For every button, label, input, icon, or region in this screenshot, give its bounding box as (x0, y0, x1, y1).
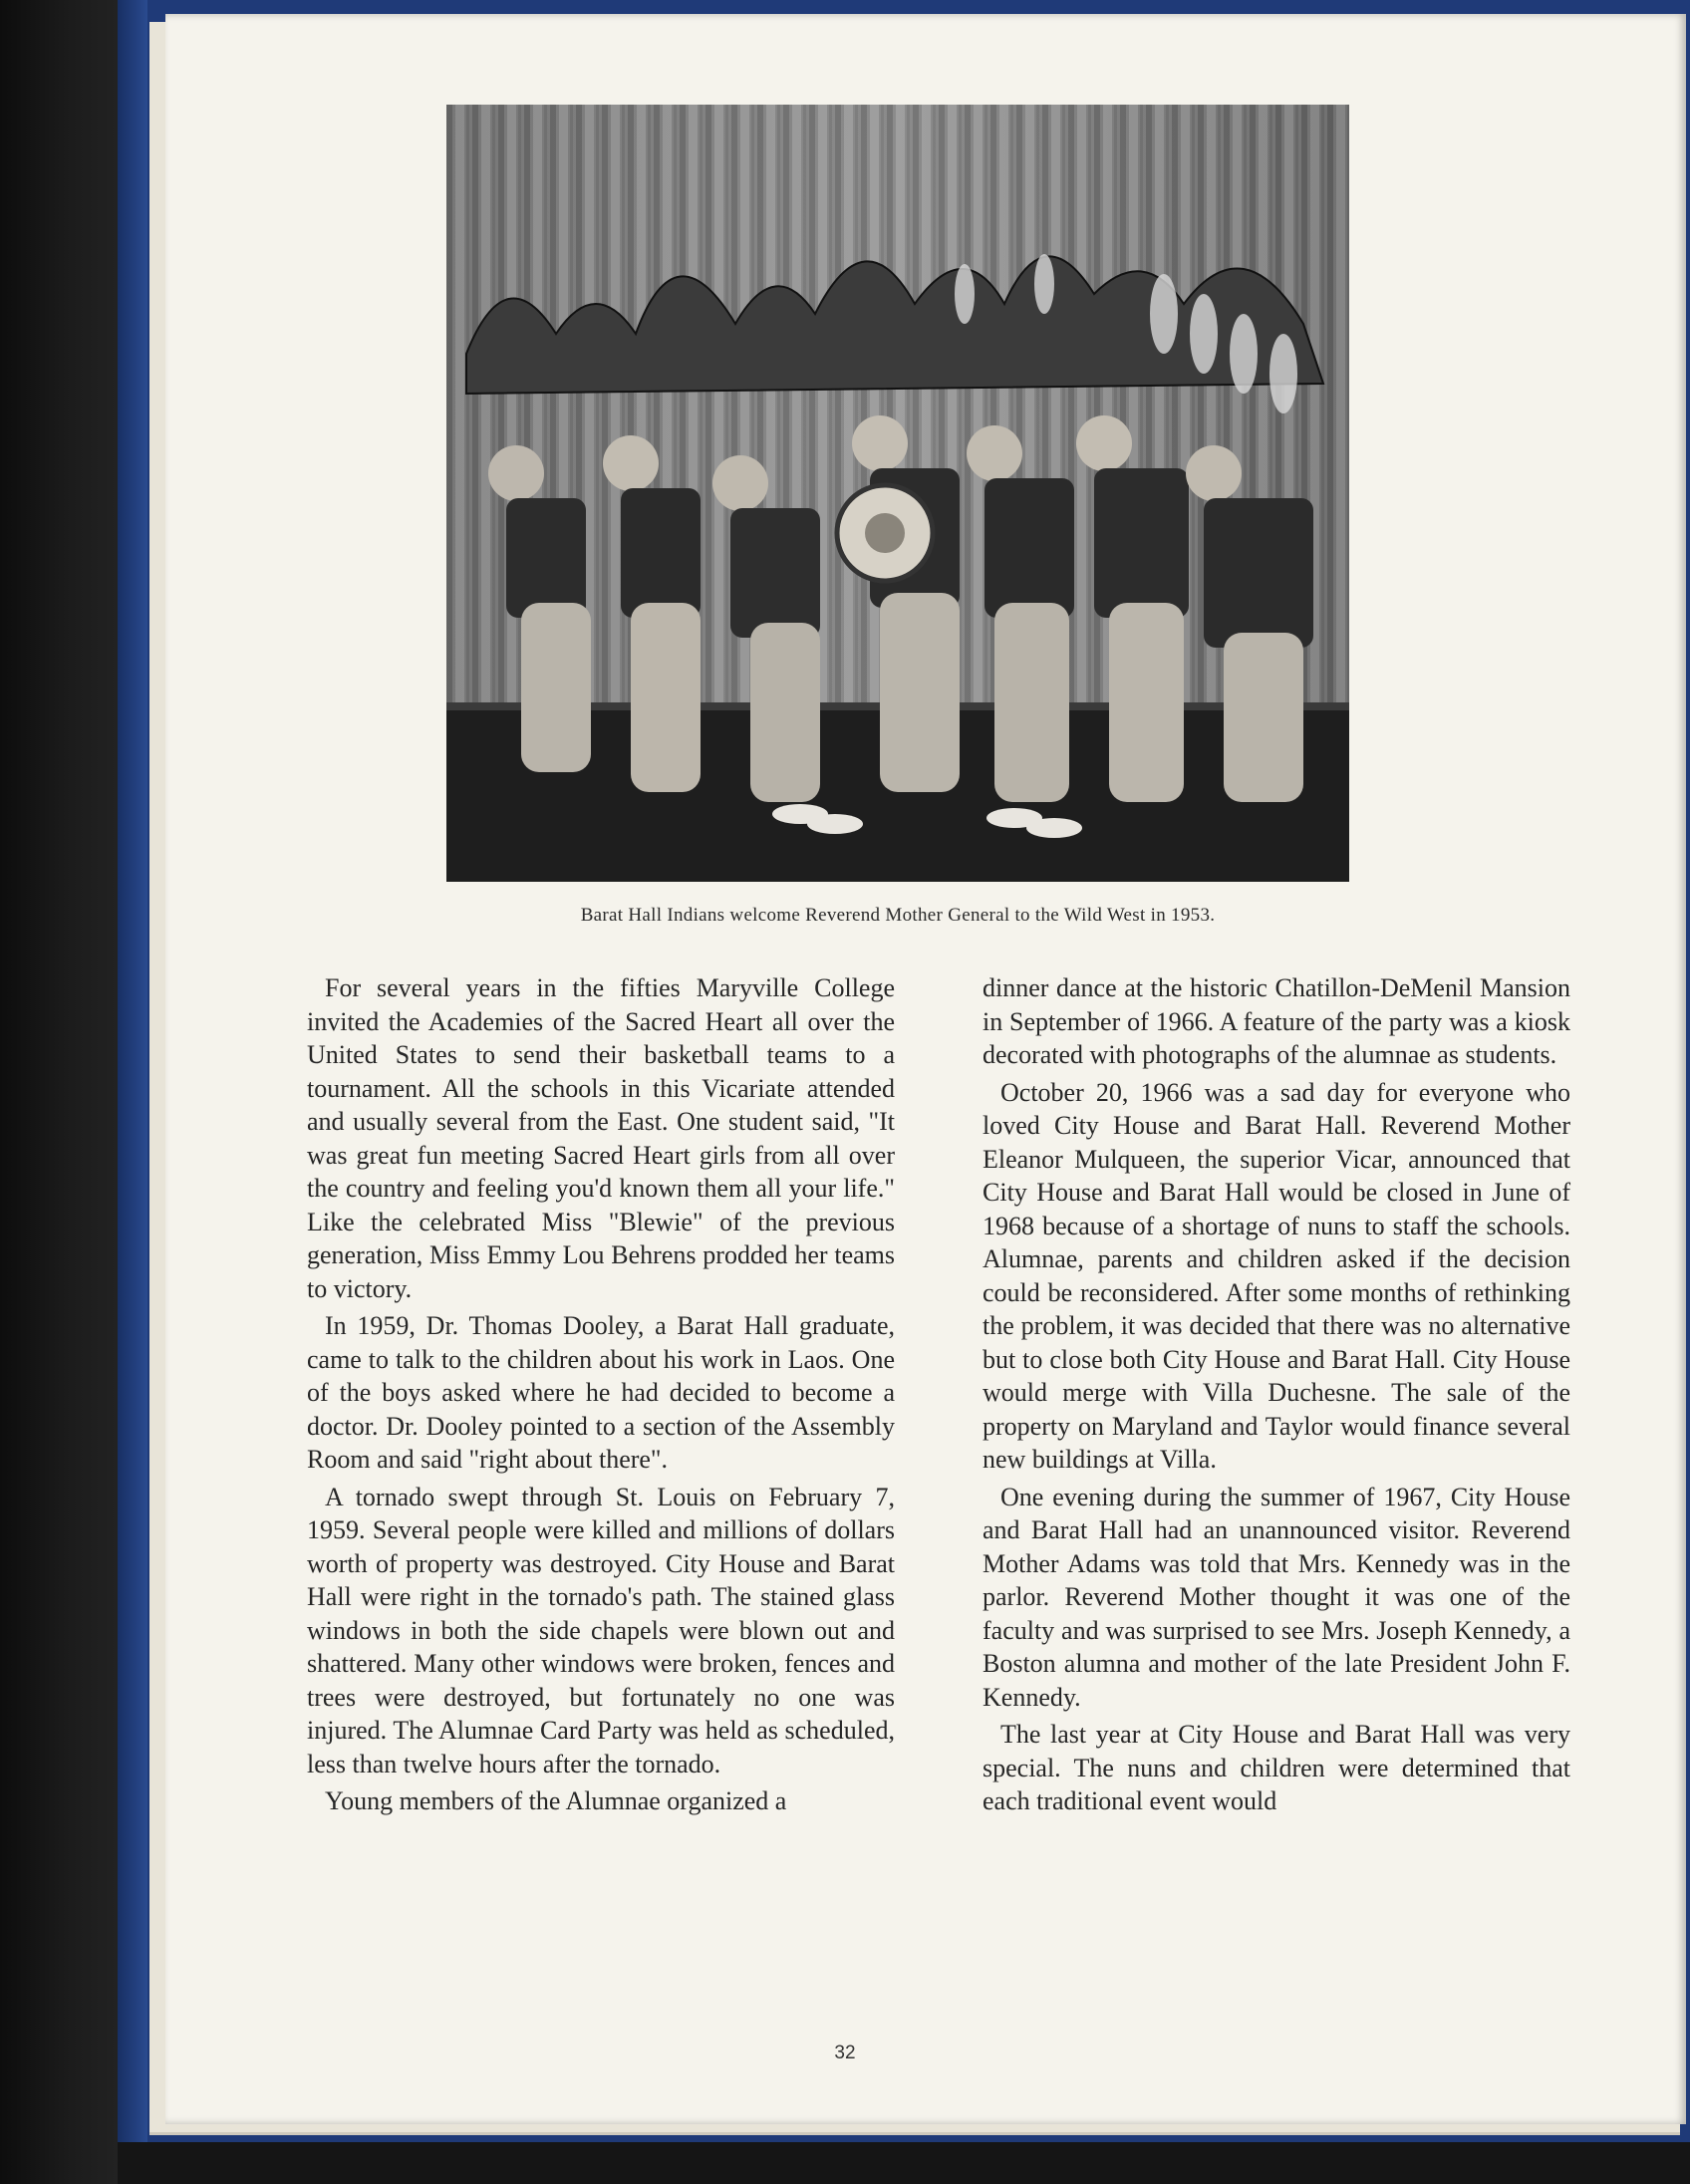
paragraph: A tornado swept through St. Louis on February 7, 1959. Several people were killed and millions of dollars worth of property was destroyed. City House and Barat Hall were right in the tornado's path. The stained glass windows in both the side chapels were blown out and shattered. Many other windows were broken, fences and trees were destroyed, but fortunately no one was injured. The Alumnae Card Party was held as scheduled, less than twelve hours after the tornado. (307, 1482, 895, 1778)
photo-caption: Barat Hall Indians welcome Reverend Mother General to the Wild West in 1953. (580, 905, 1216, 926)
paragraph: The last year at City House and Barat Hall was very special. The nuns and children were determined that each traditional event would (983, 1720, 1570, 1815)
paragraph: Young members of the Alumnae organized a (325, 1786, 787, 1815)
left-column (307, 971, 895, 1822)
group-photo (446, 105, 1349, 882)
page-number: 32 (834, 2043, 856, 2063)
book-binding (0, 0, 118, 2184)
paragraph: One evening during the summer of 1967, City House and Barat Hall had an unannounced visitor. Reverend Mother Adams was told that Mrs. Kennedy was in the parlor. Reverend Mother thought it was one of the faculty and was surprised to see Mrs. Joseph Kennedy, a Boston alumna and mother of the late President John F. Kennedy. (983, 1482, 1570, 1712)
paragraph: For several years in the fifties Maryville College invited the Academies of the Sacred Heart all over the United States to send their basketball teams to a tournament. All the schools in this Vicariate attended and usually several from the East. One student said, "It was great fun meeting Sacred Heart girls from all over the country and feeling you'd known them all your life." Like the celebrated Miss "Blewie" of the previous generation, Miss Emmy Lou Behrens prodded her teams to victory. (307, 973, 895, 1303)
paragraph: In 1959, Dr. Thomas Dooley, a Barat Hall graduate, came to talk to the children about his work in Laos. One of the boys asked where he had decided to become a doctor. Dr. Dooley pointed to a section of the Assembly Room and said "right about there". (307, 1311, 895, 1474)
book-cover-edge (118, 0, 147, 2142)
right-column (983, 971, 1570, 1822)
paragraph: October 20, 1966 was a sad day for everyone who loved City House and Barat Hall. Reverend Mother Eleanor Mulqueen, the superior Vicar, announced that City House and Barat Hall would be closed in June of 1968 because of a shortage of nuns to staff the schools. Alumnae, parents and children asked if the decision could be reconsidered. After some months of rethinking the problem, it was decided that there was no alternative but to close both City House and Barat Hall. City House would merge with Villa Duchesne. The sale of the property on Maryland and Taylor would finance several new buildings at Villa. (983, 1077, 1570, 1474)
paragraph: dinner dance at the historic Chatillon-DeMenil Mansion in September of 1966. A feature of the party was a kiosk decorated with photographs of the alumnae as students. (983, 973, 1570, 1069)
